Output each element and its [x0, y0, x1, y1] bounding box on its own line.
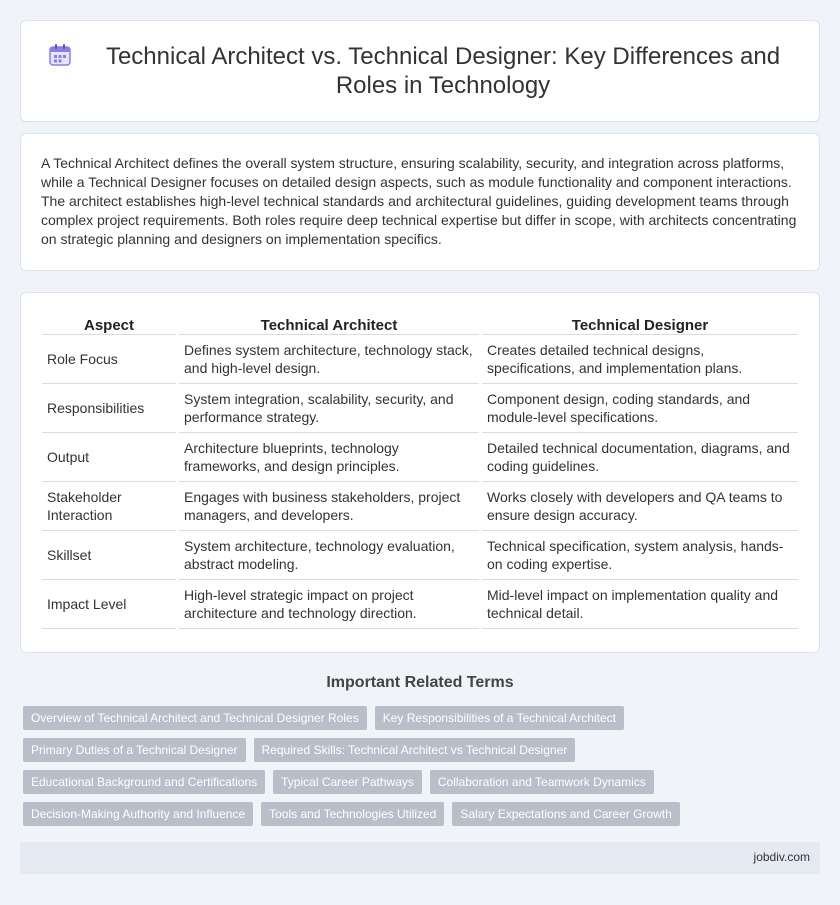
table-row [42, 433, 798, 482]
row-architect: High-level strategic impact on project architecture and technology direction. [179, 580, 479, 629]
row-architect: System architecture, technology evaluation, abstract modeling. [179, 531, 479, 580]
related-term-link[interactable]: Typical Career Pathways [273, 770, 422, 794]
row-designer: Component design, coding standards, and module-level specifications. [482, 384, 798, 433]
row-aspect: Impact Level [42, 580, 176, 629]
tag-row [23, 706, 823, 730]
related-term-link[interactable]: Required Skills: Technical Architect vs Technical Designer [254, 738, 576, 762]
title-card [20, 20, 820, 122]
footer-site-link[interactable]: jobdiv.com [753, 850, 810, 864]
header-technical-designer: Technical Designer [482, 313, 798, 335]
calendar-icon [47, 42, 73, 68]
table-header-row [42, 313, 798, 335]
table-row [42, 482, 798, 531]
related-term-link[interactable]: Educational Background and Certifications [23, 770, 265, 794]
row-aspect: Responsibilities [42, 384, 176, 433]
related-term-link[interactable]: Primary Duties of a Technical Designer [23, 738, 246, 762]
row-architect: Engages with business stakeholders, project managers, and developers. [179, 482, 479, 531]
table-row [42, 335, 798, 384]
row-designer: Technical specification, system analysis, hands-on coding expertise. [482, 531, 798, 580]
tag-row [23, 802, 823, 826]
row-architect: System integration, scalability, security, and performance strategy. [179, 384, 479, 433]
row-aspect: Role Focus [42, 335, 176, 384]
related-term-link[interactable]: Decision-Making Authority and Influence [23, 802, 253, 826]
title-wrap [47, 42, 793, 100]
table-row [42, 580, 798, 629]
footer-bar [20, 842, 820, 874]
intro-card [20, 133, 820, 271]
related-term-link[interactable]: Overview of Technical Architect and Technical Designer Roles [23, 706, 367, 730]
row-designer: Detailed technical documentation, diagrams, and coding guidelines. [482, 433, 798, 482]
page-title: Technical Architect vs. Technical Designer: Key Differences and Roles in Technology [105, 43, 781, 99]
related-terms-list [23, 706, 823, 834]
row-designer: Mid-level impact on implementation quality and technical detail. [482, 580, 798, 629]
row-designer: Works closely with developers and QA teams to ensure design accuracy. [482, 482, 798, 531]
related-term-link[interactable]: Collaboration and Teamwork Dynamics [430, 770, 654, 794]
row-designer: Creates detailed technical designs, specifications, and implementation plans. [482, 335, 798, 384]
header-aspect: Aspect [42, 313, 176, 335]
header-technical-architect: Technical Architect [179, 313, 479, 335]
table-row [42, 531, 798, 580]
intro-paragraph: A Technical Architect defines the overall system structure, ensuring scalability, security, and integration across platforms, while a Technical Designer focuses on detailed design aspects, such as module functionality and component interactions. The architect establishes high-level technical standards and architectural guidelines, guiding development teams through complex project requirements. Both roles require deep technical expertise but differ in scope, with architects concentrating on strategic planning and designers on implementation specifics. [41, 155, 797, 247]
related-term-link[interactable]: Salary Expectations and Career Growth [452, 802, 679, 826]
table-row [42, 384, 798, 433]
comparison-card [20, 292, 820, 653]
row-aspect: Output [42, 433, 176, 482]
comparison-table [39, 313, 801, 629]
related-term-link[interactable]: Tools and Technologies Utilized [261, 802, 444, 826]
row-aspect: Skillset [42, 531, 176, 580]
tag-row [23, 738, 823, 762]
row-aspect: Stakeholder Interaction [42, 482, 176, 531]
row-architect: Defines system architecture, technology stack, and high-level design. [179, 335, 479, 384]
tag-row [23, 770, 823, 794]
related-terms-heading: Important Related Terms [326, 674, 514, 691]
related-term-link[interactable]: Key Responsibilities of a Technical Architect [375, 706, 624, 730]
row-architect: Architecture blueprints, technology frameworks, and design principles. [179, 433, 479, 482]
